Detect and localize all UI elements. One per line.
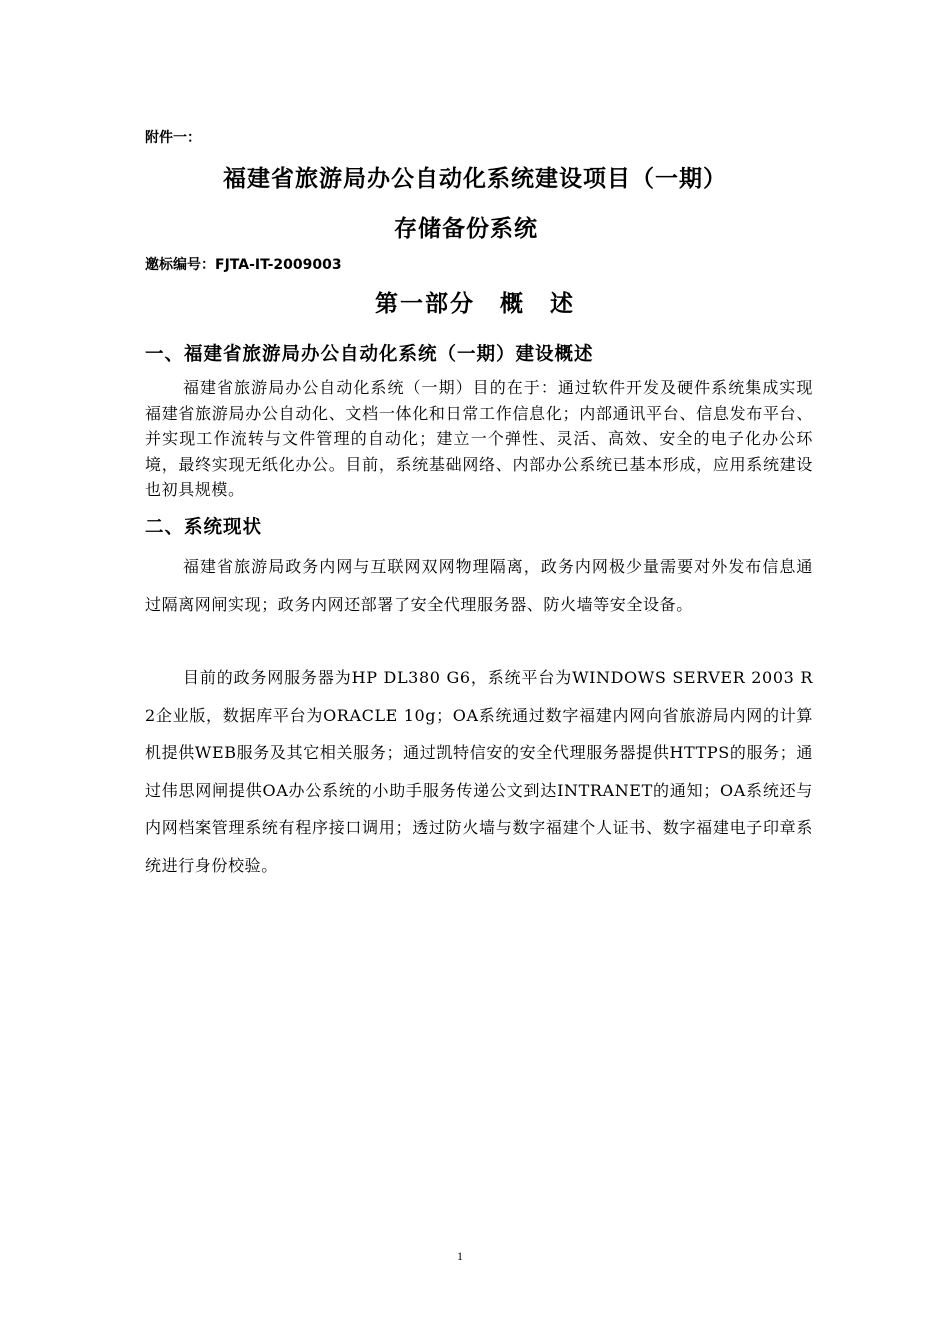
document-subtitle: 存储备份系统 [394,216,538,242]
attachment-label: 附件一： [145,130,201,146]
page-number: 1 [457,1249,463,1263]
section-heading-status: 二、系统现状 [145,517,263,538]
section-heading-overview: 一、福建省旅游局办公自动化系统（一期）建设概述 [145,344,594,365]
tender-number: 邀标编号：FJTA-IT-2009003 [145,257,342,273]
paragraph-network-isolation: 福建省旅游局政务内网与互联网双网物理隔离，政务内网极少量需要对外发布信息通过隔离网闸实现；政务内网还部署了安全代理服务器、防火墙等安全设备。 [145,557,813,614]
paragraph-server-platform: 目前的政务网服务器为HP DL380 G6，系统平台为WINDOWS SERVER 2003 R2企业版，数据库平台为ORACLE 10g；OA系统通过数字福建内网向省旅游局内网的计算机提供WEB服务及其它相关服务；通过凯特信安的安全代理服务器提供HTTPS的服务；通过伟思网闸提供OA办公系统的小助手服务传递公文到达INTRANET的通知；OA系统还与内网档案管理系统有程序接口调用；透过防火墙与数字福建个人证书、数字福建电子印章系统进行身份校验。 [145,668,813,875]
part-heading: 第一部分 概 述 [375,291,575,317]
paragraph-overview: 福建省旅游局办公自动化系统（一期）目的在于：通过软件开发及硬件系统集成实现福建省旅游局办公自动化、文档一体化和日常工作信息化；内部通讯平台、信息发布平台、并实现工作流转与文件管理的自动化；建立一个弹性、灵活、高效、安全的电子化办公环境，最终实现无纸化办公。目前，系统基础网络、内部办公系统已基本形成，应用系统建设也初具规模。 [145,378,813,499]
document-title: 福建省旅游局办公自动化系统建设项目（一期） [223,166,727,192]
